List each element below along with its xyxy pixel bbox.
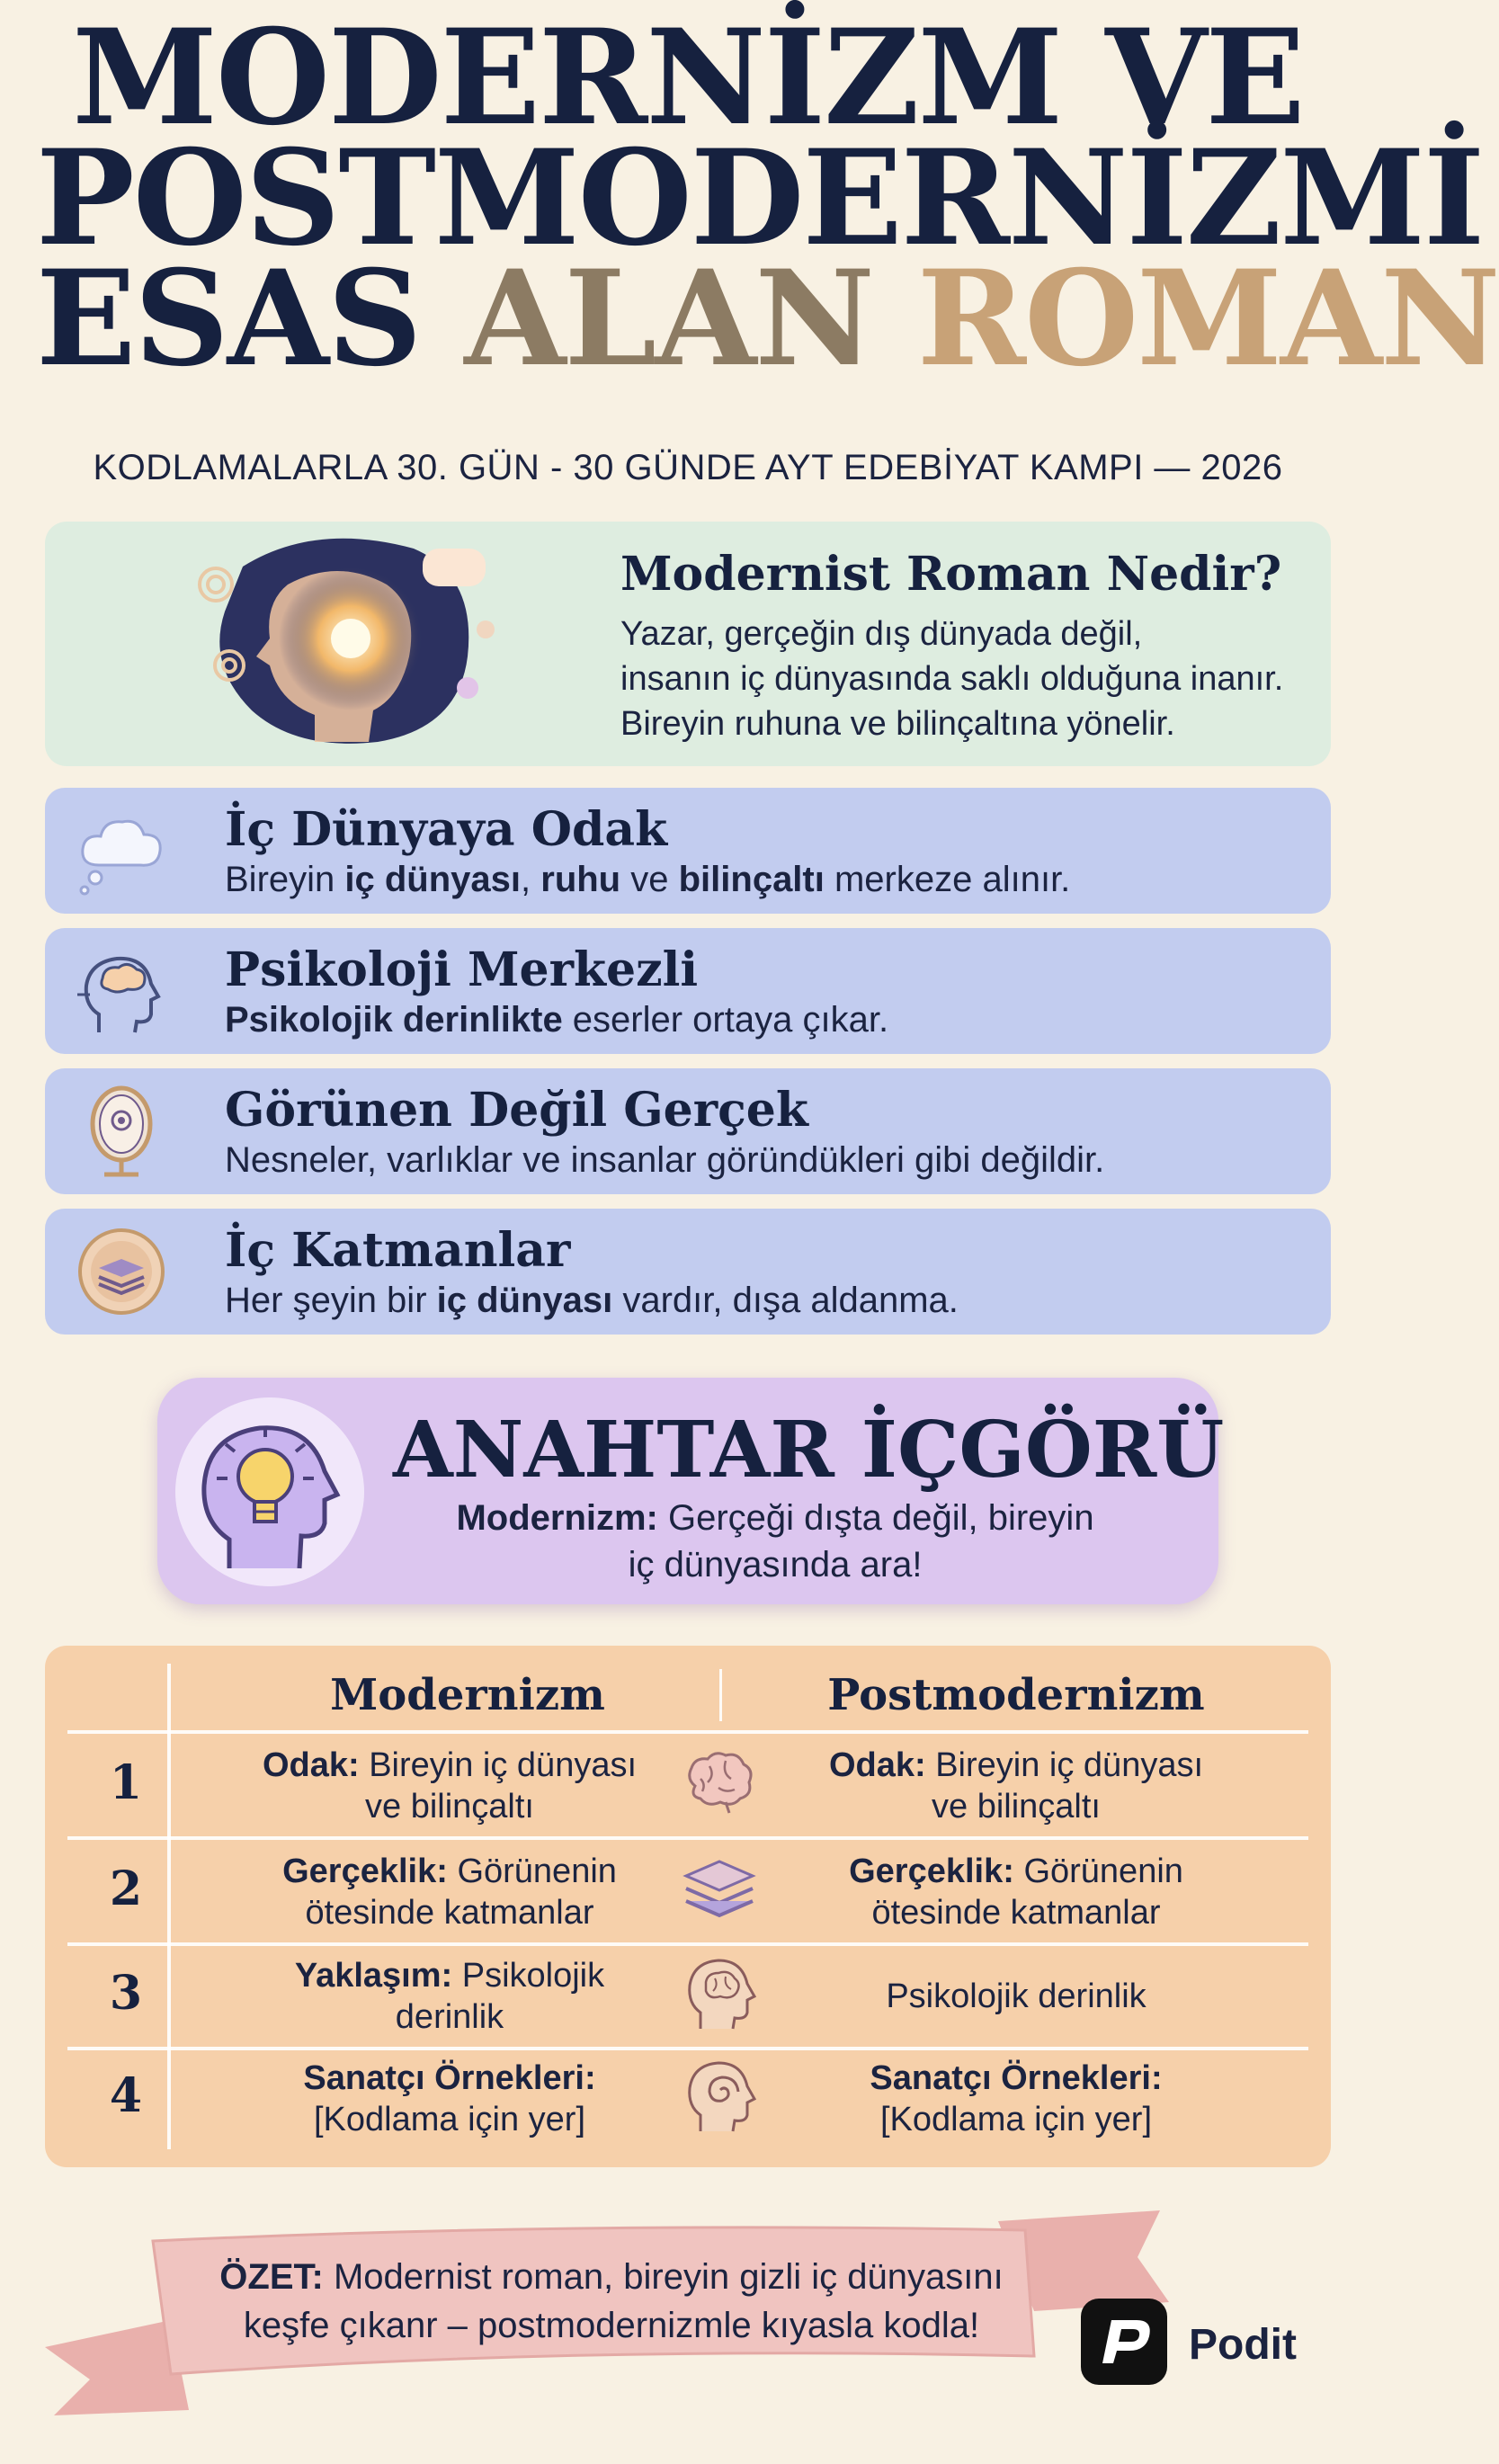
summary-label: ÖZET: [219, 2257, 324, 2297]
cell-text: ve bilinçaltı [932, 1788, 1101, 1826]
emphasis-text: bilinçaltı [678, 860, 825, 899]
brand-name: Podit [1189, 2321, 1297, 2369]
title-line-1: MODERNİZM VE [72, 1, 1304, 155]
feature-title: Psikoloji Merkezli [225, 942, 699, 997]
brain-head-icon [72, 942, 171, 1040]
mirror-icon [72, 1083, 171, 1180]
cell-label: Gerçeklik: [849, 1852, 1014, 1890]
description-text: , [521, 860, 541, 899]
head-spiral-icon [679, 2056, 760, 2137]
table-cell-modernizm [216, 2058, 683, 2140]
intro-text [620, 612, 1322, 746]
table-cell-modernizm [216, 1851, 683, 1933]
layers-icon [679, 1849, 760, 1930]
table-cell-modernizm [216, 1955, 683, 2038]
row-divider [67, 1730, 1308, 1734]
feature-description [225, 1000, 888, 1040]
thought-cloud-icon [72, 802, 171, 899]
insight-label: Modernizm: [456, 1498, 658, 1538]
feature-description [225, 860, 1070, 900]
cell-text: [Kodlama için yer] [879, 2101, 1152, 2138]
summary-line-2: keşfe çıkanr – postmodernizmle kıyasla kodla! [243, 2306, 980, 2345]
row-number: 1 [109, 1755, 143, 1810]
description-text: vardır, dışa aldanma. [612, 1281, 959, 1320]
cell-label: Yaklaşım: [294, 1957, 453, 1995]
cell-text: Görünenin [447, 1852, 617, 1890]
row-divider [67, 2047, 1308, 2050]
table-cell-postmodernizm [782, 2058, 1250, 2140]
cell-label: Odak: [828, 1746, 926, 1784]
cell-text: ötesinde katmanlar [305, 1894, 594, 1932]
description-text: ve [620, 860, 679, 899]
insight-title: ANAHTAR İÇGÖRÜ [393, 1405, 1225, 1495]
feature-title: İç Katmanlar [225, 1223, 571, 1278]
podit-logo-icon [1081, 2299, 1167, 2385]
feature-card-1 [45, 788, 1331, 914]
table-cell-postmodernizm [782, 1745, 1250, 1827]
cell-label: Odak: [262, 1746, 360, 1784]
summary-line-1: Modernist roman, bireyin gizli iç dünyasını [323, 2257, 1004, 2297]
cell-text: Bireyin iç dünyası [359, 1746, 638, 1784]
description-text: Bireyin [225, 860, 345, 899]
intro-card [45, 522, 1331, 766]
subtitle: KODLAMALARLA 30. GÜN - 30 GÜNDE AYT EDEBİYAT KAMPI — 2026 [93, 448, 1283, 487]
table-cell-modernizm [216, 1745, 683, 1827]
header-divider [719, 1669, 722, 1721]
title-word-roman: ROMAN [916, 242, 1499, 396]
feature-description [225, 1281, 959, 1321]
cell-text: derinlik [395, 1998, 504, 2036]
emphasis-text: Psikolojik derinlikte [225, 1000, 563, 1040]
title-word-esas: ESAS [36, 242, 421, 396]
title-block [36, 1, 1499, 396]
title-line-2: POSTMODERNİZMİ [36, 121, 1484, 275]
head-cosmos-illustration [180, 531, 540, 755]
cell-label: Gerçeklik: [282, 1852, 448, 1890]
row-divider [67, 1836, 1308, 1840]
comparison-table [45, 1646, 1331, 2167]
description-text: eserler ortaya çıkar. [562, 1000, 889, 1040]
description-text: Nesneler, varlıklar ve insanlar göründükleri gibi değildir. [225, 1140, 1105, 1180]
cell-text: ötesinde katmanlar [871, 1894, 1161, 1932]
feature-title: İç Dünyaya Odak [225, 802, 668, 857]
title-line-3 [36, 242, 1499, 396]
row-number: 3 [109, 1966, 143, 2021]
lightbulb-head-icon [166, 1388, 373, 1595]
summary-text [162, 2253, 1061, 2350]
feature-card-2 [45, 928, 1331, 1054]
feature-card-3 [45, 1068, 1331, 1194]
insight-text [393, 1495, 1157, 1588]
emphasis-text: iç dünyası [436, 1281, 613, 1320]
insight-line-1: Gerçeği dışta değil, bireyin [657, 1498, 1094, 1538]
title-word-alan: ALAN [464, 242, 873, 396]
column-header-modernizm: Modernizm [330, 1670, 605, 1720]
cell-text: [Kodlama için yer] [313, 2101, 585, 2138]
column-header-postmodernizm: Postmodernizm [827, 1670, 1205, 1720]
layered-circle-icon [72, 1223, 171, 1320]
brain-icon [679, 1743, 760, 1824]
row-number: 4 [109, 2068, 143, 2123]
cell-text: Psikolojik derinlik [886, 1977, 1147, 2015]
description-text: Her şeyin bir [225, 1281, 437, 1320]
insight-line-2: iç dünyasında ara! [628, 1545, 923, 1585]
cell-text: ve bilinçaltı [365, 1788, 534, 1826]
cell-text: Görünenin [1013, 1852, 1183, 1890]
intro-line-3: Bireyin ruhuna ve bilinçaltına yönelir. [620, 705, 1175, 743]
feature-card-4 [45, 1209, 1331, 1335]
emphasis-text: ruhu [540, 860, 621, 899]
head-brain-icon [679, 1953, 760, 2034]
intro-line-2: insanın iç dünyasında saklı olduğuna inanır. [620, 660, 1284, 698]
intro-line-1: Yazar, gerçeğin dış dünyada değil, [620, 615, 1143, 653]
description-text: merkeze alınır. [824, 860, 1071, 899]
cell-label: Sanatçı Örnekleri: [870, 2059, 1163, 2097]
emphasis-text: iç dünyası [344, 860, 522, 899]
table-cell-postmodernizm [782, 1976, 1250, 2017]
cell-text: Bireyin iç dünyası [925, 1746, 1204, 1784]
key-insight-card [157, 1378, 1225, 1604]
cell-label: Sanatçı Örnekleri: [303, 2059, 596, 2097]
feature-title: Görünen Değil Gerçek [225, 1083, 808, 1138]
row-divider [67, 1942, 1308, 1946]
row-number: 2 [109, 1861, 143, 1916]
table-cell-postmodernizm [782, 1851, 1250, 1933]
intro-heading: Modernist Roman Nedir? [620, 547, 1282, 602]
feature-description [225, 1140, 1104, 1181]
cell-text: Psikolojik [452, 1957, 605, 1995]
